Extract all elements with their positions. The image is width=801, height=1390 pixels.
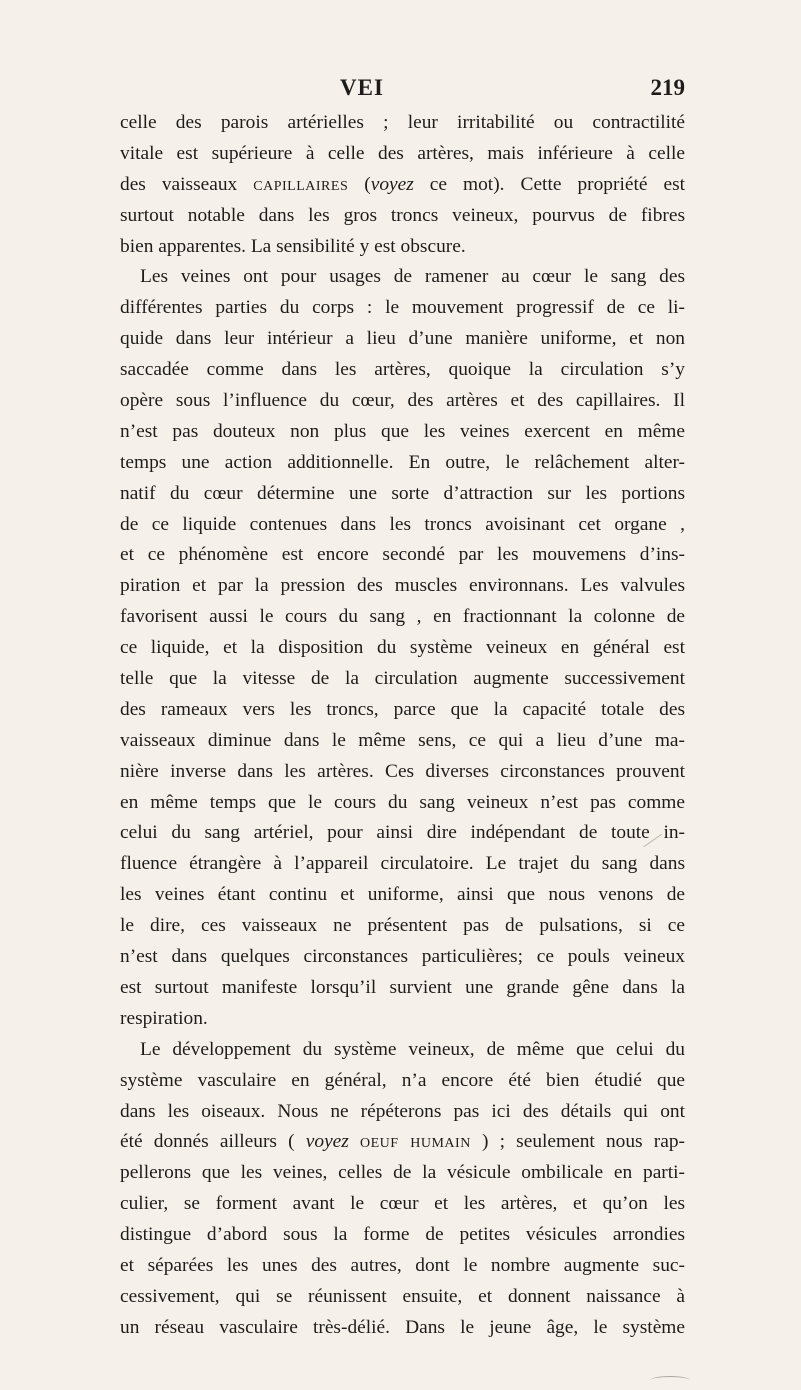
text-run: respiration. bbox=[120, 1007, 208, 1029]
text-line bbox=[120, 324, 685, 355]
text-run: n’est pas douteux non plus que les veines exercent en même bbox=[120, 420, 685, 442]
text-run: en même temps que le cours du sang veineux n’est pas comme bbox=[120, 791, 685, 813]
text-run: nière inverse dans les artères. Ces diverses circonstances prouvent bbox=[120, 760, 685, 782]
text-line bbox=[120, 1189, 685, 1220]
text-run: fluence étrangère à l’appareil circulatoire. Le trajet du sang dans bbox=[120, 853, 685, 875]
text-line bbox=[120, 633, 685, 664]
text-run: ce mot). Cette propriété est bbox=[413, 173, 685, 195]
text-line bbox=[120, 726, 685, 757]
text-run: saccadée comme dans les artères, quoique la circulation s’y bbox=[120, 359, 685, 381]
text-line bbox=[120, 880, 685, 911]
text-run: et séparées les unes des autres, dont le nombre augmente suc- bbox=[120, 1254, 685, 1276]
text-run: pellerons que les veines, celles de la vésicule ombilicale en parti- bbox=[120, 1162, 685, 1184]
text-run: vaisseaux diminue dans le même sens, ce qui a lieu d’une ma- bbox=[120, 729, 685, 751]
text-run: des rameaux vers les troncs, parce que la capacité totale des bbox=[120, 698, 685, 720]
italic-ref: voyez bbox=[370, 173, 414, 195]
text-run: ( bbox=[348, 173, 371, 195]
text-line bbox=[120, 911, 685, 942]
text-line bbox=[120, 1004, 685, 1035]
text-line bbox=[120, 1220, 685, 1251]
text-run: bien apparentes. La sensibilité y est obscure. bbox=[120, 235, 466, 257]
text-line bbox=[120, 1127, 685, 1158]
text-line bbox=[120, 1313, 685, 1344]
text-run: opère sous l’influence du cœur, des artères et des capillaires. Il bbox=[120, 390, 685, 412]
text-run: été donnés ailleurs ( bbox=[120, 1131, 306, 1153]
text-run: culier, se forment avant le cœur et les artères, et qu’on les bbox=[120, 1193, 685, 1215]
text-line bbox=[120, 448, 685, 479]
text-run: quide dans leur intérieur a lieu d’une manière uniforme, et non bbox=[120, 328, 685, 350]
text-run: surtout notable dans les gros troncs veineux, pourvus de fibres bbox=[120, 204, 685, 226]
text-run: natif du cœur détermine une sorte d’attraction sur les portions bbox=[120, 482, 685, 504]
text-run: le dire, ces vaisseaux ne présentent pas de pulsations, si ce bbox=[120, 915, 685, 937]
text-line bbox=[120, 571, 685, 602]
text-run: différentes parties du corps : le mouvement progressif de ce li- bbox=[120, 297, 685, 319]
text-line bbox=[120, 293, 685, 324]
text-line bbox=[120, 510, 685, 541]
text-run: temps une action additionnelle. En outre, le relâchement alter- bbox=[120, 451, 685, 473]
text-line bbox=[120, 108, 685, 139]
italic-ref: voyez bbox=[305, 1131, 349, 1153]
text-run: est surtout manifeste lorsqu’il survient une grande gêne dans la bbox=[120, 976, 685, 998]
text-line bbox=[120, 170, 685, 201]
page-number: 219 bbox=[650, 75, 685, 100]
text-run: n’est dans quelques circonstances particulières; ce pouls veineux bbox=[120, 946, 685, 968]
text-run: vitale est supérieure à celle des artères, mais inférieure à celle bbox=[120, 142, 685, 164]
text-line bbox=[120, 849, 685, 880]
text-run: système vasculaire en général, n’a encore été bien étudié que bbox=[120, 1069, 685, 1091]
paper-mark-bottom bbox=[650, 1376, 690, 1385]
text-run: celui du sang artériel, pour ainsi dire indépendant de toute in- bbox=[120, 822, 685, 844]
text-run: Les veines ont pour usages de ramener au cœur le sang des bbox=[140, 266, 685, 288]
text-run: des vaisseaux bbox=[120, 173, 254, 195]
text-line bbox=[120, 602, 685, 633]
text-run: celle des parois artérielles ; leur irritabilité ou contractilité bbox=[120, 112, 685, 133]
running-head-title: VEI bbox=[340, 75, 384, 100]
body-text bbox=[120, 108, 685, 1344]
text-line bbox=[120, 1282, 685, 1313]
text-line bbox=[120, 417, 685, 448]
text-line bbox=[120, 201, 685, 232]
text-run: de ce liquide contenues dans les troncs avoisinant cet organe , bbox=[120, 513, 685, 535]
text-line bbox=[120, 479, 685, 510]
running-head bbox=[120, 75, 685, 107]
text-run: et ce phénomène est encore secondé par les mouvemens d’ins- bbox=[120, 544, 685, 566]
text-line bbox=[120, 139, 685, 170]
text-line bbox=[120, 355, 685, 386]
text-line bbox=[120, 818, 685, 849]
text-run: les veines étant continu et uniforme, ainsi que nous venons de bbox=[120, 884, 685, 906]
text-line bbox=[120, 1097, 685, 1128]
text-line bbox=[120, 540, 685, 571]
text-line bbox=[120, 973, 685, 1004]
text-line bbox=[120, 1066, 685, 1097]
text-run: telle que la vitesse de la circulation augmente successivement bbox=[120, 668, 685, 690]
text-line bbox=[120, 664, 685, 695]
text-line bbox=[120, 757, 685, 788]
text-line bbox=[120, 1035, 685, 1066]
text-line bbox=[120, 262, 685, 293]
text-run: distingue d’abord sous la forme de petites vésicules arrondies bbox=[120, 1224, 685, 1246]
text-run: ce liquide, et la disposition du système veineux en général est bbox=[120, 637, 685, 659]
text-run: cessivement, qui se réunissent ensuite, et donnent naissance à bbox=[120, 1285, 685, 1307]
text-line bbox=[120, 942, 685, 973]
small-caps-ref: oeuf humain bbox=[360, 1131, 471, 1153]
small-caps-ref: capillaires bbox=[253, 173, 349, 195]
text-line bbox=[120, 695, 685, 726]
text-line bbox=[120, 788, 685, 819]
text-run bbox=[349, 1131, 360, 1152]
text-run: dans les oiseaux. Nous ne répéterons pas ici des détails qui ont bbox=[120, 1100, 685, 1122]
text-run: favorisent aussi le cours du sang , en fractionnant la colonne de bbox=[120, 606, 685, 628]
text-run: ) ; seulement nous rap- bbox=[470, 1131, 685, 1153]
text-line bbox=[120, 386, 685, 417]
text-line bbox=[120, 232, 685, 263]
text-run: Le développement du système veineux, de même que celui du bbox=[140, 1038, 685, 1060]
text-line bbox=[120, 1251, 685, 1282]
text-run: un réseau vasculaire très-délié. Dans le jeune âge, le système bbox=[120, 1316, 685, 1338]
text-run: piration et par la pression des muscles environnans. Les valvules bbox=[120, 575, 685, 597]
text-line bbox=[120, 1158, 685, 1189]
